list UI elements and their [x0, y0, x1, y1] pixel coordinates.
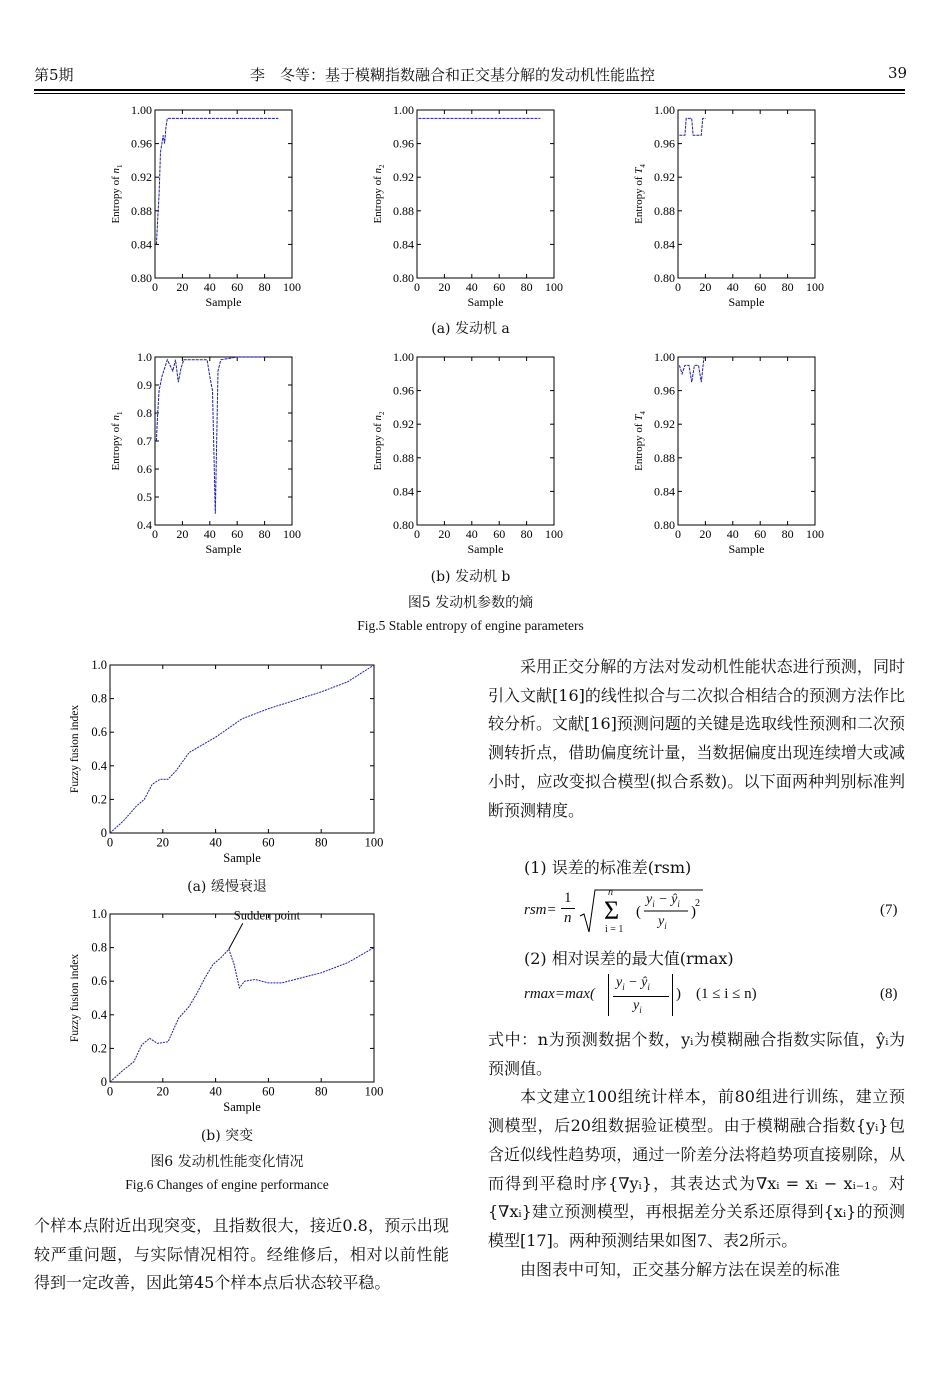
right-paragraph-3: 本文建立100组统计样本，前80组进行训练，建立预测模型，后20组数据验证模型。由于模糊融合指数{yᵢ}包含近似线性趋势项，通过一阶差分法将趋势项直接剔除，从而得到平稳时序{∇yᵢ}，其表达式为∇xᵢ = xᵢ − xᵢ₋₁。对{∇xᵢ}建立预测模型，再根据差分关系还原得到{xᵢ}的预测模型[17]。两种预测结果如图7、表2所示。 — [488, 1087, 905, 1250]
fig5-4-ytick-label: 0.8 — [137, 406, 152, 420]
fig5-3-ylabel: Entropy of $T_4$ — [633, 164, 647, 224]
fig6-a-frame — [110, 665, 374, 833]
fig5-5-xlabel: Sample — [467, 542, 504, 556]
fig5-3-xlabel: Sample — [728, 295, 765, 309]
fig6-a-xtick-label: 60 — [262, 835, 275, 850]
fig6-subcaption-a: (a) 缓慢衰退 — [187, 879, 267, 895]
fig5-3-xtick-label: 60 — [754, 280, 767, 294]
fig6-b-ytick-label: 0.4 — [91, 1007, 107, 1022]
eq8-number: (8) — [880, 986, 898, 1002]
fig5-2-ytick-label: 1.00 — [393, 103, 414, 117]
right-paragraph-1: 采用正交分解的方法对发动机性能状态进行预测，同时引入文献[16]的线性拟合与二次拟合相结合的预测方法作比较分析。文献[16]预测问题的关键是选取线性预测和二次预测转折点，借助偏度统计量，当数据偏度出现连续增大或减小时，应改变拟合模型(拟合系数)。以下面两种判别标准判断预测精度。 — [488, 657, 905, 820]
fig6-a-ytick-label: 0.8 — [91, 691, 107, 706]
fig5-2-xlabel: Sample — [467, 295, 504, 309]
fig6-a-xtick-label: 80 — [314, 835, 328, 850]
fig5-4-ytick-label: 0.4 — [137, 518, 152, 532]
fig5-5-ytick-label: 1.00 — [393, 350, 414, 364]
fig5-4-xtick-label: 40 — [203, 527, 216, 541]
fig5-4-frame — [155, 357, 292, 525]
fig5-4-ytick-label: 0.6 — [137, 462, 152, 476]
svg-text:2: 2 — [695, 898, 700, 909]
issue-number: 第5期 — [34, 66, 74, 84]
fig5-3-ytick-label: 0.80 — [654, 271, 675, 285]
page-number: 39 — [888, 64, 908, 82]
fig6-b-ylabel: Fuzzy fusion index — [69, 953, 81, 1043]
fig6-b-xtick-label: 60 — [262, 1084, 275, 1099]
fig6-caption-cn: 图6 发动机性能变化情况 — [150, 1154, 304, 1170]
fig5-1-ytick-label: 1.00 — [131, 103, 152, 117]
fig6-b-xtick-label: 80 — [314, 1084, 328, 1099]
svg-text:(: ( — [636, 904, 641, 920]
header-rule-thin — [34, 93, 905, 94]
fig5-6-xlabel: Sample — [728, 542, 765, 556]
svg-text:Σ: Σ — [604, 896, 620, 925]
fig5-3-xtick-label: 40 — [726, 280, 739, 294]
fig5-3-ytick-label: 0.88 — [654, 203, 675, 218]
fig5-1-xlabel: Sample — [205, 295, 242, 309]
fig5-panel-a-n2 — [367, 100, 582, 315]
fig5-6-ytick-label: 1.00 — [654, 350, 675, 364]
fig5-5-xtick-label: 0 — [414, 527, 420, 541]
fig5-2-xtick-label: 60 — [493, 280, 506, 294]
fig5-5-xtick-label: 100 — [545, 527, 563, 541]
eq8-lhs: rmax=max( — [524, 986, 595, 1002]
criterion-1: (1) 误差的标准差(rsm) — [524, 858, 692, 877]
fig5-6-xtick-label: 100 — [806, 527, 824, 541]
fig5-caption-cn: 图5 发动机参数的熵 — [407, 595, 534, 611]
fig5-1-xtick-label: 100 — [283, 280, 301, 294]
fig5-2-xtick-label: 100 — [545, 280, 563, 294]
left-column-text — [34, 1212, 449, 1298]
fig5-6-xtick-label: 20 — [699, 527, 712, 541]
fig5-5-xtick-label: 20 — [438, 527, 451, 541]
fig6-b-ytick-label: 0 — [100, 1075, 107, 1089]
fig6-a-xlabel: Sample — [223, 851, 261, 865]
fig5-4-xtick-label: 100 — [283, 527, 301, 541]
fig5-5-xtick-label: 80 — [520, 527, 533, 541]
fig5-1-xtick-label: 20 — [176, 280, 189, 294]
left-paragraph-1: 个样本点附近出现突变，且指数很大，接近0.8，预示出现较严重问题，与实际情况相符。经维修后，相对以前性能得到一定改善，因此第45个样本点后状态较平稳。 — [34, 1216, 449, 1293]
fig5-subcaption-a: (a) 发动机 a — [431, 321, 510, 337]
fig5-1-frame — [155, 110, 292, 278]
fig5-3-ytick-label: 0.96 — [654, 136, 675, 151]
fig5-1-ytick-label: 0.96 — [131, 136, 152, 151]
fig6-panel-a — [62, 655, 392, 873]
fig5-1-xtick-label: 40 — [203, 280, 216, 294]
fig5-6-ytick-label: 0.80 — [654, 518, 675, 532]
running-title: 李 冬等：基于模糊指数融合和正交基分解的发动机性能监控 — [250, 66, 656, 84]
right-column-text-top — [488, 653, 905, 825]
fig5-3-ytick-label: 1.00 — [654, 103, 675, 117]
fig5-6-series-line — [679, 357, 704, 382]
fig5-1-ylabel: Entropy of $n_1$ — [110, 164, 124, 224]
fig5-panel-a-n1 — [105, 100, 320, 315]
fig5-6-ylabel: Entropy of $T_4$ — [633, 411, 647, 471]
fig5-5-xtick-label: 40 — [465, 527, 478, 541]
fig6-subcaption-b: (b) 突变 — [200, 1128, 254, 1144]
fig5-1-series-line — [156, 118, 278, 244]
fig5-caption-en: Fig.5 Stable entropy of engine parameters — [357, 618, 584, 633]
fig5-3-xtick-label: 100 — [806, 280, 824, 294]
fig5-6-frame — [678, 357, 815, 525]
fig6-b-xtick-label: 0 — [106, 1084, 114, 1099]
fig5-2-xtick-label: 0 — [414, 280, 420, 294]
fig5-5-frame — [417, 357, 554, 525]
right-paragraph-4: 由图表中可知，正交基分解方法在误差的标准 — [520, 1259, 841, 1279]
fig5-6-ytick-label: 0.84 — [654, 484, 675, 499]
fig5-1-ytick-label: 0.92 — [131, 170, 152, 185]
fig5-3-xtick-label: 20 — [699, 280, 712, 294]
fig6-b-annotation: Sudden point — [233, 908, 301, 923]
fig5-2-xtick-label: 40 — [465, 280, 478, 294]
fig6-caption-en: Fig.6 Changes of engine performance — [125, 1177, 329, 1192]
header-rule-thick — [34, 89, 905, 91]
fig5-1-ytick-label: 0.88 — [131, 203, 152, 218]
fig5-4-ylabel: Entropy of $n_1$ — [110, 411, 124, 471]
fig5-5-xtick-label: 60 — [493, 527, 506, 541]
fig5-2-ytick-label: 0.92 — [393, 170, 414, 185]
fig5-5-ytick-label: 0.92 — [393, 417, 414, 432]
fig6-b-ytick-label: 0.8 — [91, 940, 107, 955]
fig5-3-xtick-label: 0 — [675, 280, 681, 294]
fig5-6-ytick-label: 0.88 — [654, 450, 675, 465]
fig5-5-ytick-label: 0.88 — [393, 450, 414, 465]
eq7-frac-den: n — [564, 910, 572, 926]
fig6-b-xtick-label: 100 — [364, 1084, 384, 1099]
eq7-denominator: $y_i$ — [658, 914, 667, 931]
fig5-2-xtick-label: 80 — [520, 280, 533, 294]
fig5-panel-b-t4 — [628, 347, 843, 562]
fig5-3-ytick-label: 0.92 — [654, 170, 675, 185]
fig5-2-xtick-label: 20 — [438, 280, 451, 294]
fig5-6-xtick-label: 60 — [754, 527, 767, 541]
fig5-1-ytick-label: 0.80 — [131, 271, 152, 285]
fig5-5-ytick-label: 0.96 — [393, 383, 414, 398]
fig5-2-ytick-label: 0.80 — [393, 271, 414, 285]
fig5-5-ytick-label: 0.84 — [393, 484, 414, 499]
right-paragraph-2: 式中：n为预测数据个数，yᵢ为模糊融合指数实际值，ŷᵢ为预测值。 — [488, 1030, 905, 1078]
eq8-condition: (1 ≤ i ≤ n) — [696, 986, 757, 1002]
fig6-a-ytick-label: 1.0 — [91, 658, 107, 672]
fig5-panel-a-t4 — [628, 100, 843, 315]
eq7-number: (7) — [880, 902, 898, 918]
fig6-a-series-line — [110, 665, 374, 833]
fig5-2-ytick-label: 0.96 — [393, 136, 414, 151]
fig5-1-xtick-label: 0 — [152, 280, 158, 294]
fig5-6-ytick-label: 0.96 — [654, 383, 675, 398]
fig5-subcaption-b: (b) 发动机 b — [430, 569, 511, 585]
fig5-4-ytick-label: 0.9 — [137, 378, 152, 392]
fig5-3-series-line — [679, 118, 705, 135]
fig5-4-xtick-label: 80 — [258, 527, 271, 541]
fig5-6-ytick-label: 0.92 — [654, 417, 675, 432]
fig6-a-ytick-label: 0.2 — [91, 792, 107, 807]
fig5-4-ytick-label: 0.7 — [137, 434, 152, 448]
fig6-b-xtick-label: 40 — [209, 1084, 222, 1099]
eq7-radical — [578, 886, 708, 938]
fig6-b-ytick-label: 0.2 — [91, 1041, 107, 1056]
fig5-6-xtick-label: 40 — [726, 527, 739, 541]
fig5-4-series-line — [156, 357, 264, 514]
fig5-3-xtick-label: 80 — [781, 280, 794, 294]
fig6-a-ylabel: Fuzzy fusion index — [69, 704, 81, 794]
fig6-a-ytick-label: 0 — [100, 826, 107, 840]
fig5-4-xlabel: Sample — [205, 542, 242, 556]
fig5-2-ylabel: Entropy of $n_2$ — [372, 164, 386, 224]
fig5-panel-b-n1 — [105, 347, 320, 562]
criterion-2: (2) 相对误差的最大值(rmax) — [524, 949, 734, 968]
fig6-a-xtick-label: 0 — [106, 835, 114, 850]
fig6-b-ytick-label: 1.0 — [91, 907, 107, 921]
fig6-b-frame — [110, 914, 374, 1082]
eq8-denominator: $y_i$ — [633, 998, 642, 1015]
fig5-4-xtick-label: 0 — [152, 527, 158, 541]
fig5-6-xtick-label: 0 — [675, 527, 681, 541]
fig6-b-annotation-arrow — [229, 923, 243, 949]
eq7-frac-num: 1 — [564, 890, 572, 906]
eq7-lhs: rsm= — [524, 902, 557, 918]
fig5-panel-b-n2 — [367, 347, 582, 562]
fig5-1-xtick-label: 80 — [258, 280, 271, 294]
fig5-2-ytick-label: 0.88 — [393, 203, 414, 218]
equation-8: rmax=max( $y_i$ − $ŷ_i$ $y_i$ ) (1 ≤ i ≤ n) — [524, 975, 757, 1015]
fig6-b-ytick-label: 0.6 — [91, 974, 107, 989]
fig6-a-xtick-label: 40 — [209, 835, 222, 850]
fig5-1-ytick-label: 0.84 — [131, 237, 152, 252]
equation-7 — [524, 887, 824, 938]
eq7-numerator: $y_i$ − $ŷ_i$ — [646, 892, 680, 909]
eq7-sum-bottom: i = 1 — [605, 924, 624, 935]
svg-text:): ) — [691, 904, 696, 920]
fig5-4-xtick-label: 60 — [231, 527, 244, 541]
right-column-text-bottom — [488, 1026, 905, 1284]
fig6-a-xtick-label: 20 — [156, 835, 170, 850]
fig6-a-ytick-label: 0.6 — [91, 725, 107, 740]
fig5-2-ytick-label: 0.84 — [393, 237, 414, 252]
fig5-2-frame — [417, 110, 554, 278]
fig6-b-xlabel: Sample — [223, 1100, 261, 1114]
fig5-6-xtick-label: 80 — [781, 527, 794, 541]
fig6-b-xtick-label: 20 — [156, 1084, 170, 1099]
eq7-sum-top: n — [608, 887, 613, 898]
fig6-panel-b — [62, 904, 392, 1122]
fig5-5-ytick-label: 0.80 — [393, 518, 414, 532]
fig5-4-ytick-label: 0.5 — [137, 490, 152, 504]
fig5-4-xtick-label: 20 — [176, 527, 189, 541]
fig6-b-series-line — [110, 948, 374, 1082]
fig6-a-ytick-label: 0.4 — [91, 758, 107, 773]
eq8-numerator: $y_i$ − $ŷ_i$ — [616, 975, 650, 992]
fig5-5-ylabel: Entropy of $n_2$ — [372, 411, 386, 471]
fig5-3-ytick-label: 0.84 — [654, 237, 675, 252]
fig5-1-xtick-label: 60 — [231, 280, 244, 294]
fig6-a-xtick-label: 100 — [364, 835, 384, 850]
fig5-4-ytick-label: 1.0 — [137, 350, 152, 364]
